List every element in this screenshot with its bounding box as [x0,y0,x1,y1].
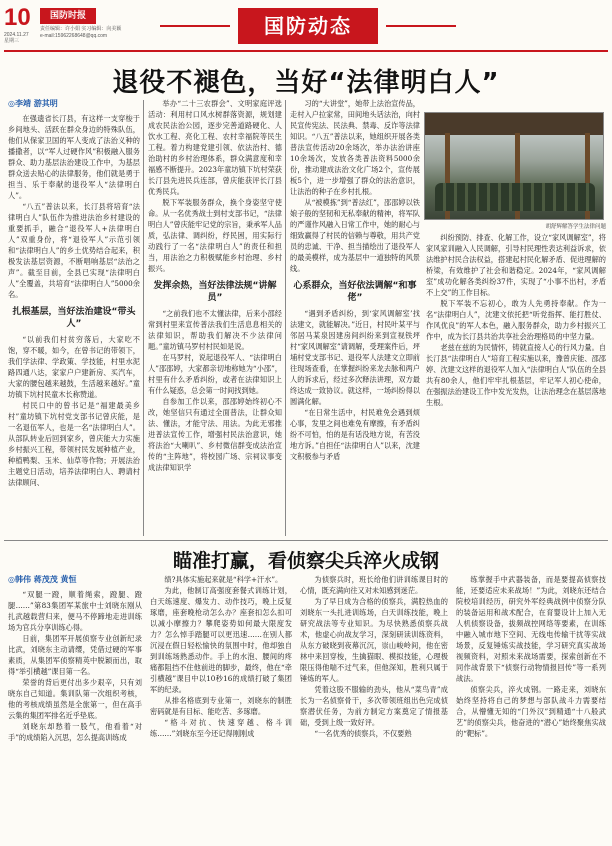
article2-byline: ◎韩伟 蒋茂茂 黄恒 [8,575,77,584]
paragraph: 为侦察兵时，班长给他们讲训练课目时的心情，既充满向往又对未知感到迷茫。 [300,575,448,595]
paragraph: 村民口中的曾书记是“福建最美乡村”童坊镇下坑村党支部书记曾庆能，是一名退伍军人，也是一名“法律明白人”。从部队转业后回到家乡，曾庆能大力实施乡村振兴工程，带领村民发展种植产业，种植鸭梨、玉米、仙草等作物；开展法治主题党日活动，培养法律明白人、聘请村法律顾问、 [8,401,140,487]
subheading-3: 心系群众，当好依法调解“和事佬” [293,281,417,303]
paragraph: 荣誉的背后更付出多少艰辛，只有刘晓东自己知道。集训队第一次组织考核，他的考核成绩虽然是全旅第一，但在高手云集的集团军排名近乎垫底。 [8,678,142,720]
article2-column-3 [300,574,448,842]
photo-caption: 胡舒辉解答学生法律问题 [545,224,606,230]
article1-column-3 [290,98,420,536]
article2-column-1 [8,574,142,842]
article1-byline: ◎李靖 游其明 [8,99,58,108]
paragraph: 老兹在兹的为民情怀，铸就直接人心的行风力量。自长汀县“法律明白人”培育工程实施以来，豫曾庆能、邵邵婷、沈建文这样的退役军人加入“法律明白人”队伍的全县共有80余人，他们牢牢扎根基层，牢记军人初心使命，在强振法治建设工作中发光发热，让法治理念在基层落地生根。 [426,343,606,407]
paragraph: 为了早日成为合格的侦察兵，满腔热血的刘晓东一头扎进训练场，白天训练技能，晚上研究战法等专业知识。为尽快熟悉侦察兵战术，他虚心向战友学习，深刻研读训练资料，从东方破晓到夜幕沉沉，崇山峻岭间，他在密林中来回穿梭，生擒猫眼、模拟技能，心理极限压得他喘不过气来，但他深知，胜利只属于锤炼的军人。 [300,597,448,683]
paragraph: 从“被模拣”到“普法红”，邵邵婷以铁娘子般的坚韧和无私奉献的精神，将军队的严谨作风融入日常工作中，她的耐心与细致赢得了村民的信赖与尊敬，用共产党员的忠诚、干净、担当描绘出了退役军人的最美模样，成为基层中一道独特的风景线。 [290,198,420,273]
paragraph: 练掌握手中武器装备，而是要提高侦察技能，还要适应未来战场！”为此，刘晓东还结合院校培训经历，研究外军经典战例中侦察分队的装备运用和战术配合，在育婴设计上加入无人机侦察设备，拔频战控网络等要素，在训练中融入城市地下空间、无线电传输干扰等实战场景，反复锤炼实战技能，学习研究真实战场视频资料，对照未来战场需要，探索创新在不同作战背景下“侦察行动物情报回传”等一系列战法。 [456,575,606,683]
paragraph: 脱下军装服务群众，换个身姿坚守使命。从一名优秀战士到村支部书记，“法律明白人”曾庆能牢记党的宗旨，秉承军人品质，弘法律、调纠纷，纾民困，用实际行动践行了一名“法律明白人”的责任和担当，用法治之力积极赋能乡村治理、乡村振兴。 [148,198,282,273]
paragraph: 习的“大讲堂”，她带上法治宣传品，走村入户拉家常，田间地头话法治，向村民宣传宪法、民法典、禁毒、反诈等法律知识。“八五”普法以来，她组织开展各类普法宣传活动20余场次，举办法治讲座10余场次，发放各类普法资料5000余份，推动建成法治文化广场2个，宣传展板5个，进一步增强了群众的法治意识，让法治的种子在乡村扎根。 [290,99,420,196]
column-divider [285,100,286,536]
paragraph: “之前我们也不太懂法律，后来小邵经常到村里来宣传普法我们生活息息相关的法律知识，帮助我们解决不少法律问题。”童坊镇马罗村村民如是说。 [148,309,282,351]
weekday: 星期三 [4,38,20,44]
paragraph: 在马罗村，说起退役军人、“法律明白人”邵邵婷，大家都亲切地称她为“小邵”，村里有什么矛盾纠纷，或者在法律知识上有什么疑惑，总会第一时间找到她。 [148,353,282,395]
paragraph: 刘晓东却愁着一股气，他看着“对手”的成绩陷入沉思，怎么提高训练成 [8,722,142,742]
date: 2024.11.27 [4,32,29,38]
subheading-2: 发挥余热，当好法律法规“讲解员” [153,281,277,303]
article2-headline: 瞄准打赢，看侦察尖兵淬火成钢 [172,550,439,572]
article1-column-4 [426,232,606,536]
paragraph: 从排名格底到专业第一，刘晓东的制胜密码就是有目标、能吃苦、多琢磨。 [150,696,292,716]
paragraph: 日前，集团军开展侦察专业创新纪录比武，刘晓东主动请缨，凭借过硬的军事素质，从集团军侦察精英中脱颖而出，取得“举引横越”课目第一名。 [8,634,142,676]
article1-headline: 退役不褪色，当好“法律明白人” [112,68,500,98]
staff-line: 责任编辑：许小娟 实习编辑：向美颖 [40,26,122,32]
paragraph: 为此，他制订高强度套餐式训练计划，白天练速度、爆发力、动作技巧，晚上反复琢磨，座套晚枪动怎么办？座套扣怎么扣可以减小摩擦力？攀爬姿势如何最大限度发力？怎么悼手踏腿可以更迅速……在别人都沉浸在假日轻松愉快的氛围中时，他却独自到训练场熟悉动作。手上的水泡、腰间的疼痛都阻挡不住他前进的脚步，最终，他在“牵引横越”课目中以10秒16的成绩打破了集团军的纪录。 [150,586,292,694]
photo-legal-education [424,112,604,220]
paragraph: “在日常生活中，村民难免会遇到烦心事，发里之间也难免有摩擦，有矛盾纠纷不可怕，怕的是有话没地方说，有苦没地方诉。”自担任“法律明白人”以来，沈建文积极参与矛盾 [290,408,420,461]
column-divider [143,100,144,536]
article1-column-1 [8,98,140,536]
article-divider [4,540,608,541]
paragraph: “八五”普法以来，长汀县将培育“法律明白人”队伍作为推进法治乡村建设的重要抓手，融合“退役军人+法律明白人”双重身份，将“退役军人”示范引领和“法律明白人”的乡土优势结合起来，积极发法基层资源，不断唱响基层“法治之声”。截至目前，全县已实现“法律明白人”全覆盖，共培育“法律明白人”5000余名。 [8,202,140,299]
newspaper-logo: 国防时报 [40,8,96,24]
article2-column-4 [456,574,606,842]
paragraph: “以前我们村贫穷落后，大家吃不饱，穿不暖，如今，在曾书记的带领下，我们学法律、学政策、学技能，村里水泥路四通八达，家家户户建新房、买汽车，大家的腰包越来越鼓，生活越来越好。”童坊镇下坑村民童木长称赞道。 [8,335,140,399]
issue-date [4,32,29,44]
section-banner: 国防动态 [238,8,378,44]
article2-column-2 [150,574,292,842]
staff-info [40,26,121,40]
subheading-1: 扎根基层，当好法治建设“带头人” [12,307,136,329]
paragraph: 在强遗省长汀县，有这样一支穿梭于乡间地头、活跃在群众身边的特殊队伍，他们从保家卫国的军人变成了法治义种的播撒者，以“军人过硬作风”积极融入服务群众、助力基层法治建设工作中，为基层群众送去贴心的法律服务，他们就是勇于担当、乐于奉献的退役军人“法律明白人”。 [8,114,140,200]
paragraph: 举办“二十三农群会”、文明家庭评选活动：利用村口风水树群落资源，规划建成农民法治公园，逐步完善道路硬化、人饮水工程、亮化工程、农村幸福院等民生工程。着力构建党建引领、依法治村、德治助村的乡村治理体系，群众满意度和幸福感不断提升。2023年童坊镇下坑村荣获长汀县先进民兵连部，曾庆能获评长汀县优秀民兵。 [148,99,282,196]
paragraph: “遇到矛盾纠纷，到‘家风调解室’找法建文，就能解决。”近日，村民叶某平与邻居马某泉因建房间纠纷来到宣视铁坪村“家风调解室”请调解，受理案件后，坪埔村党支部书记、退役军人法建文立即前往现场查看，在掌握纠纷来龙去脉和两户人的诉求后，经过多次释法讲理，双方最终达成一致协议。就这样，一场纠纷得以圆满化解。 [290,309,420,406]
paragraph: 侦察尖兵，淬火成钢。一路走来，刘晓东始终坚持将自己的梦想与部队战斗力需要结合，从懵懂无知的“门外汉”到精通“十八般武艺”的侦察尖兵，他奋进的“潜心”始终聚焦实战的“靶标”。 [456,685,606,738]
paragraph: 纠纷预防、排查、化解工作，设立“家风调解室”，将家风家训融入人民调解，引导村民理性表达利益诉求，依法维护村民合法权益，搭建起村民化解矛盾、促进理解的桥梁，有效维护了社会和谐稳定。2024年，“家风调解室”成功化解各类纠纷37件，实现了“小事不出村，矛盾不上交”的工作目标。 [426,233,606,297]
paragraph: “格斗对抗、快速穿越、格斗训练……”刘晓东至今还记得刚刚成 [150,718,292,738]
paragraph: “一名优秀的侦察兵，不仅要熟 [314,729,412,738]
paragraph: “双腿一蹬，顺着绳索，蹬腿、蹬腿……”第83集团军某旅中士刘晓东刚从扎武越载营归来，便马不停蹄地走进训练场为官兵分享训练心得。 [8,590,142,632]
paragraph: 绩?具体实施起来就是“科学+汗水”。 [164,575,283,584]
paragraph: 脱下军装不忘初心，敢为人先勇持奉献。作为一名“法律明白人”，沈建文依托把“听党指挥、能打胜仗、作风优良”的军人本色，融入服务群众，助力乡村振兴工作中，成为长汀县共治共享社会治理格局的中坚力量。 [426,299,606,341]
paragraph: 凭着这股不服输的劲头，他从“菜鸟青”成长为一名侦察骨干，多次带领班组出色完成侦察潜伏任务，为前方制定方案奠定了情报基础，受到上级一致好评。 [300,685,448,727]
masthead [4,4,608,52]
article1-column-2 [148,98,282,536]
contact-email: e-mail:15962268648@qq.com [40,33,108,39]
paragraph: 自参加工作以来，邵邵婷始终初心不改，她坚信只有通过全面普法，让群众知法、懂法，才能守法、用法。为此无邪推进普法宣传工作，增强村民法治意识，她将法治“大喇叭”、乡村微信群变成法治宣传的“主阵地”，将校园广场、宗祠议事变成法律知识学 [148,397,282,472]
page-number: 10 [4,4,31,31]
